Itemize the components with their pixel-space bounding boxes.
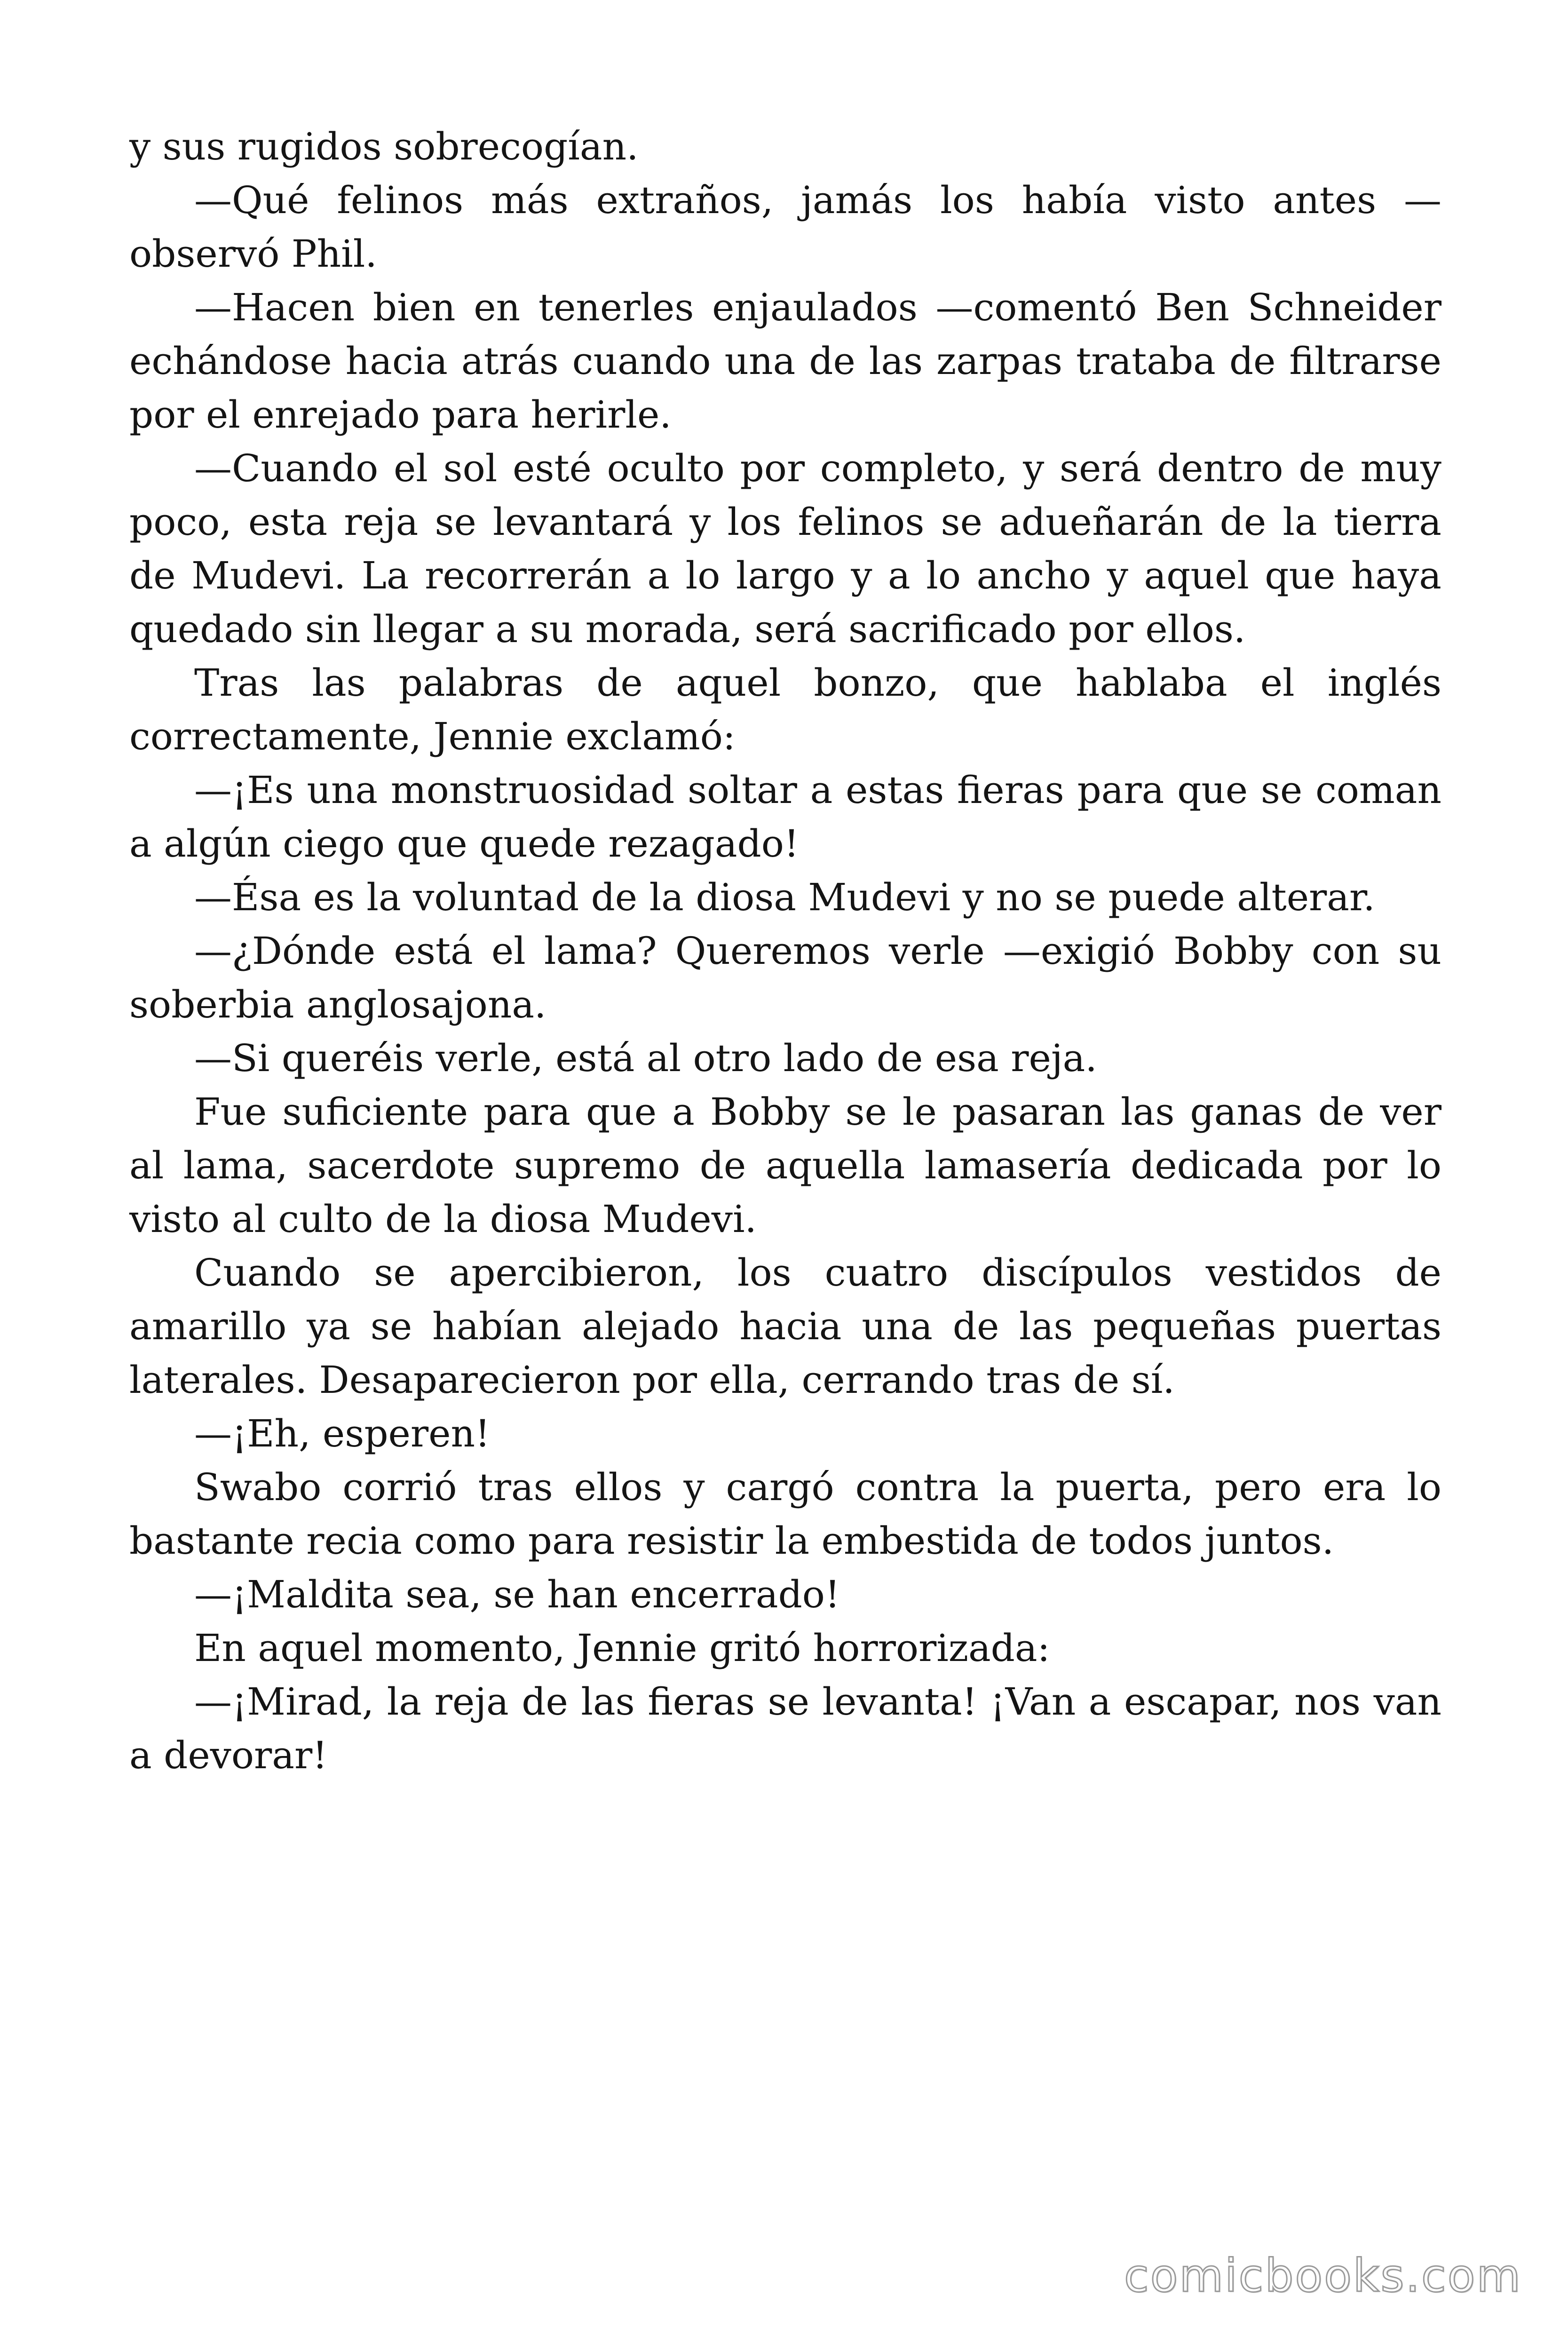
paragraph: —Ésa es la voluntad de la diosa Mudevi y no se puede alterar. (194, 875, 1375, 919)
paragraph: En aquel momento, Jennie gritó horrorizada: (194, 1626, 1050, 1670)
paragraph: Swabo corrió tras ellos y cargó contra la puerta, pero era lo bastante recia como para resistir la embestida de todos juntos. (129, 1465, 1441, 1563)
paragraph: Cuando se apercibieron, los cuatro discípulos vestidos de amarillo ya se habían alejado hacia una de las pequeñas puertas laterales. Desaparecieron por ella, cerrando tras de sí. (129, 1251, 1441, 1402)
paragraph: —¡Maldita sea, se han encerrado! (194, 1573, 840, 1616)
paragraph: —¿Dónde está el lama? Queremos verle —exigió Bobby con su soberbia anglosajona. (129, 929, 1441, 1026)
paragraph: Tras las palabras de aquel bonzo, que hablaba el inglés correctamente, Jennie exclamó: (129, 661, 1441, 758)
paragraph: —¡Es una monstruosidad soltar a estas fieras para que se coman a algún ciego que quede rezagado! (129, 768, 1441, 866)
body-text (129, 120, 1441, 1782)
paragraph: —Si queréis verle, está al otro lado de esa reja. (194, 1036, 1097, 1080)
paragraph: —Hacen bien en tenerles enjaulados —comentó Ben Schneider echándose hacia atrás cuando una de las zarpas trataba de filtrarse por el enrejado para herirle. (129, 286, 1441, 437)
watermark: comicbooks.com (1124, 2249, 1522, 2302)
paragraph: —Qué felinos más extraños, jamás los había visto antes —observó Phil. (129, 178, 1441, 276)
paragraph: Fue suficiente para que a Bobby se le pasaran las ganas de ver al lama, sacerdote supremo de aquella lamasería dedicada por lo visto al culto de la diosa Mudevi. (129, 1090, 1441, 1241)
paragraph: y sus rugidos sobrecogían. (129, 125, 639, 168)
paragraph: —¡Eh, esperen! (194, 1412, 491, 1455)
paragraph: —¡Mirad, la reja de las fieras se levanta! ¡Van a escapar, nos van a devorar! (129, 1680, 1441, 1777)
paragraph: —Cuando el sol esté oculto por completo, y será dentro de muy poco, esta reja se levantará y los felinos se adueñarán de la tierra de Mudevi. La recorrerán a lo largo y a lo ancho y aquel que haya quedado sin llegar a su morada, será sacrificado por ellos. (129, 446, 1441, 651)
